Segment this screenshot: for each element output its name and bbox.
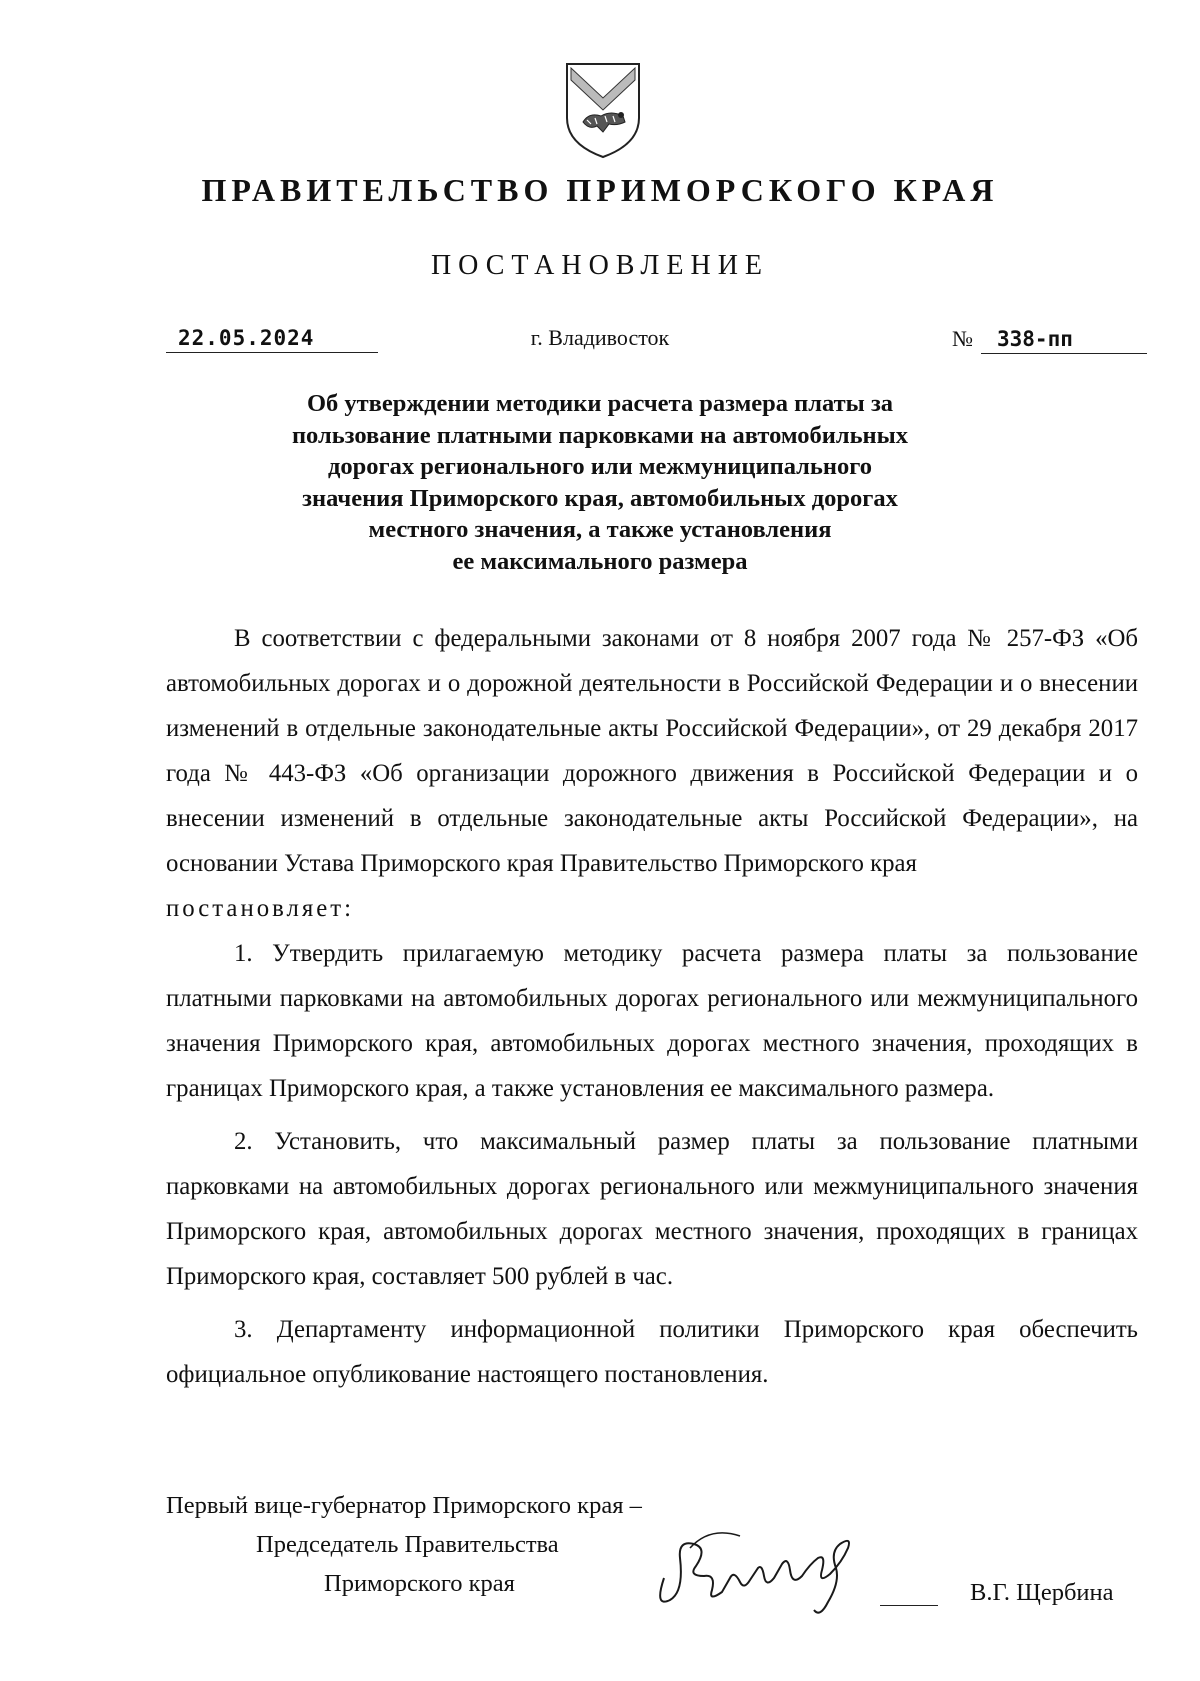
subject-line: ее максимального размера xyxy=(452,547,748,575)
coat-of-arms-icon xyxy=(563,60,643,160)
item-paragraph: 1. Утвердить прилагаемую методику расчета размера платы за пользование платными парковками на автомобильных дорогах регионального или межмуниципального значения Приморского края, автомобильных дорогах местного значения, проходящих в границах Приморского края, а также установления ее максимального размера. xyxy=(166,940,1138,1102)
document-type: ПОСТАНОВЛЕНИЕ xyxy=(430,250,770,281)
document-body xyxy=(166,616,1138,1397)
decree-word: постановляет: xyxy=(166,895,354,922)
signature-line xyxy=(880,1605,938,1606)
document-date: 22.05.2024 xyxy=(166,326,378,353)
document-subject xyxy=(240,388,960,577)
government-title: ПРАВИТЕЛЬСТВО ПРИМОРСКОГО КРАЯ xyxy=(201,172,999,208)
signer-name: В.Г. Щербина xyxy=(970,1579,1114,1606)
item-paragraph: 2. Установить, что максимальный размер платы за пользование платными парковками на автомобильных дорогах регионального или межмуниципального значения Приморского края, автомобильных дорогах местного значения, проходящих в границах Приморского края, составляет 500 рублей в час. xyxy=(166,1128,1138,1290)
signatory-position xyxy=(166,1486,642,1603)
position-line: Первый вице-губернатор Приморского края – xyxy=(166,1492,642,1519)
document-number xyxy=(952,326,1147,354)
preamble-paragraph: В соответствии с федеральными законами от 8 ноября 2007 года № 257-ФЗ «Об автомобильных дорогах и о дорожной деятельности в Российской Федерации и о внесении изменений в отдельные законодательные акты Российской Федерации», от 29 декабря 2017 года № 443-ФЗ «Об организации дорожного движения в Российской Федерации и о внесении изменений в отдельные законодательные акты Российской Федерации», на основании Устава Приморского края Правительство Приморского края xyxy=(166,625,1138,877)
number-label: № xyxy=(952,326,973,351)
item-paragraph: 3. Департаменту информационной политики Приморского края обеспечить официальное опубликование настоящего постановления. xyxy=(166,1316,1138,1388)
number-value: 338-пп xyxy=(981,327,1147,354)
handwritten-signature xyxy=(650,1518,890,1628)
position-line: Председатель Правительства xyxy=(256,1531,559,1558)
subject-line: дорогах регионального или межмуниципального xyxy=(327,453,873,480)
subject-line: пользование платными парковками на автомобильных xyxy=(291,421,909,449)
subject-line: местного значения, а также установления xyxy=(368,516,832,543)
position-line: Приморского края xyxy=(324,1570,515,1597)
document-city: г. Владивосток xyxy=(530,325,670,350)
subject-line: значения Приморского края, автомобильных дорогах xyxy=(302,484,898,512)
subject-line: Об утверждении методики расчета размера платы за xyxy=(306,390,894,417)
